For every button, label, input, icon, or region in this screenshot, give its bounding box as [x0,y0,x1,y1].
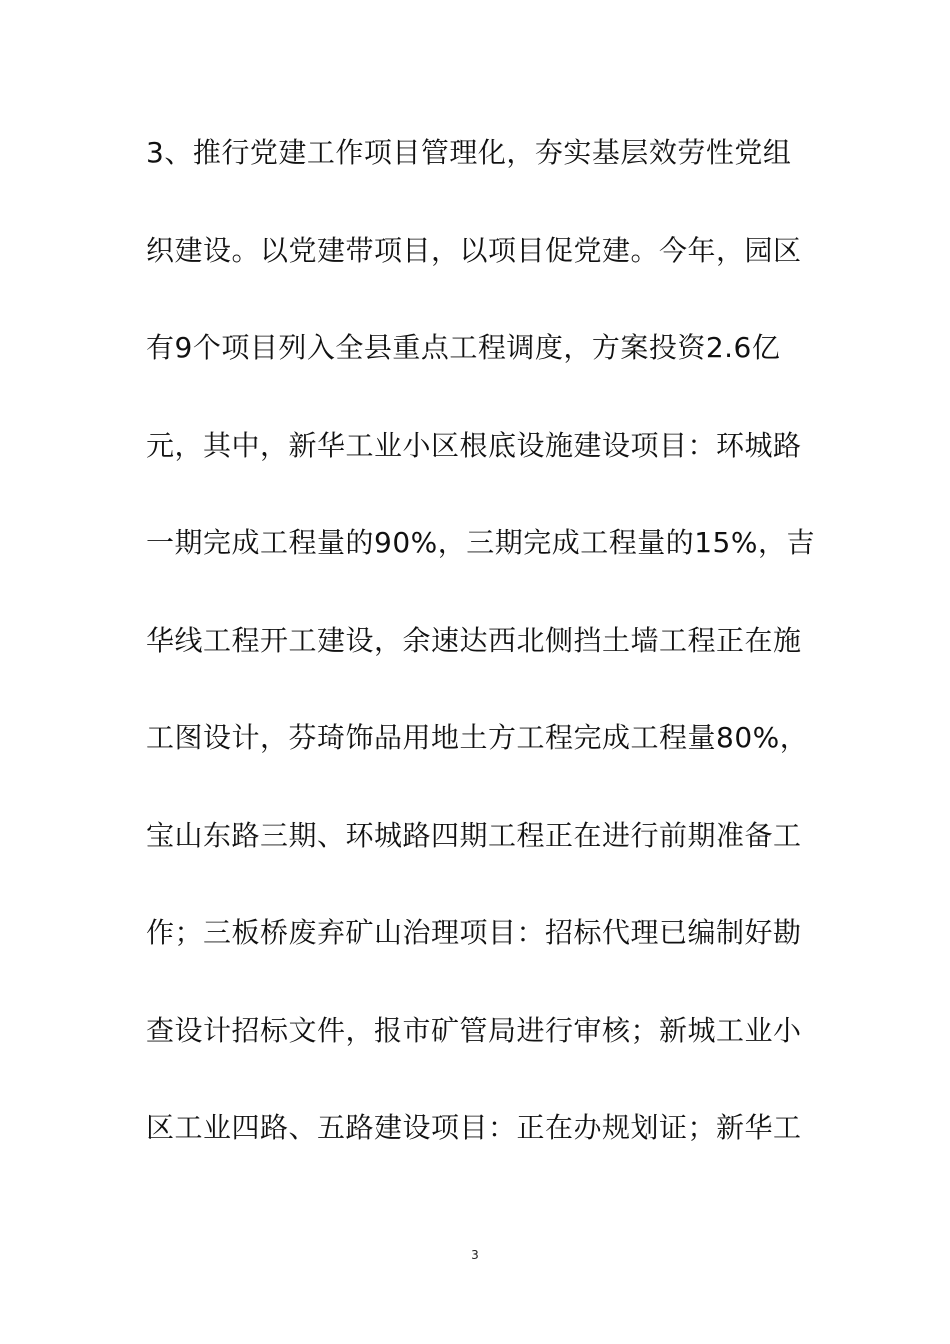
text-line-8: 宝山东路三期、环城路四期工程正在进行前期准备工 [146,818,802,852]
text-line-10: 查设计招标文件，报市矿管局进行审核；新城工业小 [146,1013,802,1047]
text-line-11: 区工业四路、五路建设项目：正在办规划证；新华工 [146,1111,802,1144]
text-line-3: 有9个项目列入全县重点工程调度，方案投资2.6亿 [146,331,781,364]
text-line-2: 织建设。以党建带项目，以项目促党建。今年，园区 [146,233,802,267]
text-line-5: 一期完成工程量的90%，三期完成工程量的15%，吉 [146,526,815,559]
body-text [146,130,815,1203]
text-line-6: 华线工程开工建设，余速达西北侧挡土墙工程正在施 [146,623,802,657]
text-line-1: 3、推行党建工作项目管理化，夯实基层效劳性党组 [146,136,792,169]
text-line-4: 元，其中，新华工业小区根底设施建设项目：环城路 [146,428,802,462]
text-line-7: 工图设计，芬琦饰品用地土方工程完成工程量80%， [146,721,809,754]
page-number: 3 [471,1248,479,1262]
text-line-9: 作；三板桥废弃矿山治理项目：招标代理已编制好勘 [146,916,802,949]
